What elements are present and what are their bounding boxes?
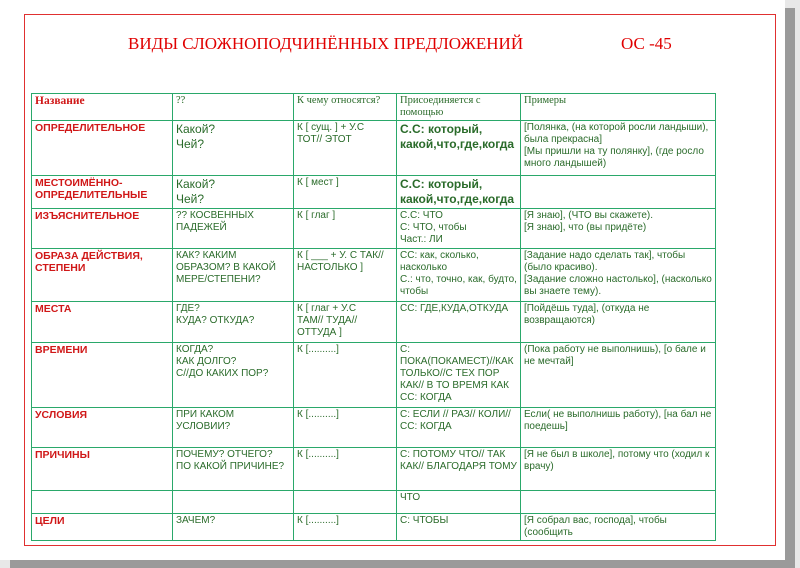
question-cell — [173, 176, 294, 209]
joins-cell — [397, 302, 521, 343]
examples-cell — [521, 209, 716, 249]
joins-cell — [397, 121, 521, 176]
type-name-cell: ЦЕЛИ — [32, 514, 173, 541]
joins-line: С: ЕСЛИ // РАЗ// КОЛИ// — [400, 409, 511, 420]
relates-line: К [ ___ + У. С ТАК// НАСТОЛЬКО ] — [297, 250, 384, 273]
table-row — [32, 176, 716, 209]
question-cell — [173, 209, 294, 249]
examples-cell — [521, 408, 716, 448]
table-row — [32, 302, 716, 343]
question-line: КОГДА? — [176, 344, 214, 355]
examples-cell — [521, 491, 716, 514]
table-row — [32, 343, 716, 408]
joins-line: С.С: который, — [400, 122, 483, 136]
type-name-cell: МЕСТОИМЁННО-ОПРЕДЕЛИТЕЛЬНЫЕ — [32, 176, 173, 209]
header-joins: Присоединяется с помощью — [397, 94, 521, 121]
question-cell — [173, 302, 294, 343]
relates-line: К [ глаг + У.С — [297, 303, 357, 314]
table-row — [32, 448, 716, 491]
relates-line: К [..........] — [297, 344, 339, 355]
header-name: Название — [32, 94, 173, 121]
examples-line: [Я знаю], (ЧТО вы скажете). — [524, 210, 653, 221]
type-name-cell: ИЗЪЯСНИТЕЛЬНОЕ — [32, 209, 173, 249]
table-row — [32, 514, 716, 541]
table-header-row — [32, 94, 716, 121]
relates-cell — [294, 448, 397, 491]
header-question: ?? — [173, 94, 294, 121]
relates-cell — [294, 209, 397, 249]
examples-line: [Я собрал вас, господа], чтобы (сообщить — [524, 515, 667, 538]
relates-line: К [..........] — [297, 449, 339, 460]
joins-line: какой,что,где,когда — [400, 192, 515, 206]
examples-cell — [521, 176, 716, 209]
joins-cell — [397, 448, 521, 491]
examples-cell — [521, 448, 716, 491]
joins-line: С: ПОТОМУ ЧТО// ТАК КАК// БЛАГОДАРЯ ТОМУ — [400, 449, 517, 472]
joins-line: С: ЧТО, чтобы — [400, 222, 467, 233]
examples-line: [Пойдёшь туда], (откуда не возвращаются) — [524, 303, 650, 326]
table-row — [32, 491, 716, 514]
question-cell — [173, 249, 294, 302]
question-line: С//ДО КАКИХ ПОР? — [176, 368, 269, 379]
joins-cell — [397, 408, 521, 448]
question-line: ЗАЧЕМ? — [176, 515, 216, 526]
examples-line: [Задание сложно настолько], (насколько вы знаете тему). — [524, 274, 712, 297]
sentence-types-table — [31, 93, 716, 541]
joins-line: С: — [400, 344, 410, 355]
question-cell — [173, 448, 294, 491]
relates-line: ОТТУДА ] — [297, 327, 342, 338]
relates-line: К [ глаг ] — [297, 210, 336, 221]
question-line: ГДЕ? — [176, 303, 200, 314]
joins-line: СС: ГДЕ,КУДА,ОТКУДА — [400, 303, 509, 314]
examples-line: (Пока работу не выполнишь), [о бале и не мечтай] — [524, 344, 706, 367]
type-name-cell: УСЛОВИЯ — [32, 408, 173, 448]
table-row — [32, 249, 716, 302]
examples-line: [Мы пришли на ту полянку], (где росло много ландышей) — [524, 146, 704, 169]
question-line: КУДА? ОТКУДА? — [176, 315, 255, 326]
joins-line: С: ЧТОБЫ — [400, 515, 449, 526]
relates-line: К [ сущ. ] + У.С — [297, 122, 365, 133]
joins-line: СС: КОГДА — [400, 421, 452, 432]
relates-line: К [..........] — [297, 409, 339, 420]
type-name-cell — [32, 491, 173, 514]
question-line: ПОЧЕМУ? ОТЧЕГО? ПО КАКОЙ ПРИЧИНЕ? — [176, 449, 285, 472]
joins-cell — [397, 491, 521, 514]
document-title: ВИДЫ СЛОЖНОПОДЧИНЁННЫХ ПРЕДЛОЖЕНИЙ — [128, 34, 524, 53]
examples-cell — [521, 514, 716, 541]
relates-cell — [294, 514, 397, 541]
joins-line: С.С: ЧТО — [400, 210, 443, 221]
question-cell — [173, 121, 294, 176]
relates-cell — [294, 249, 397, 302]
question-cell — [173, 514, 294, 541]
examples-line: [Я знаю], что (вы придёте) — [524, 222, 647, 233]
joins-line: ЧТО — [400, 492, 421, 503]
joins-line: СС: КОГДА — [400, 392, 452, 403]
type-name-cell: ОПРЕДЕЛИТЕЛЬНОЕ — [32, 121, 173, 176]
relates-line: ТАМ// ТУДА// — [297, 315, 358, 326]
relates-cell — [294, 176, 397, 209]
header-relates: К чему относятся? — [294, 94, 397, 121]
type-name-cell: ВРЕМЕНИ — [32, 343, 173, 408]
relates-line: К [ мест ] — [297, 177, 339, 188]
question-cell — [173, 408, 294, 448]
examples-cell — [521, 249, 716, 302]
relates-cell — [294, 491, 397, 514]
question-line: Чей? — [176, 192, 205, 206]
joins-line: какой,что,где,когда — [400, 137, 515, 151]
examples-cell — [521, 302, 716, 343]
question-cell — [173, 343, 294, 408]
type-name-cell: ОБРАЗА ДЕЙСТВИЯ, СТЕПЕНИ — [32, 249, 173, 302]
joins-cell — [397, 176, 521, 209]
examples-line: [Задание надо сделать так], чтобы (было красиво). — [524, 250, 686, 273]
document-code: ОС -45 — [621, 34, 672, 53]
joins-cell — [397, 514, 521, 541]
examples-line: [Я не был в школе], потому что (ходил к врачу) — [524, 449, 710, 472]
question-line: ?? КОСВЕННЫХ ПАДЕЖЕЙ — [176, 210, 254, 233]
joins-cell — [397, 343, 521, 408]
relates-cell — [294, 121, 397, 176]
joins-line: ПОКА(ПОКАМЕСТ)//КАК ТОЛЬКО//С ТЕХ ПОР КАК// В ТО ВРЕМЯ КАК — [400, 356, 514, 391]
joins-line: Част.: ЛИ — [400, 234, 443, 245]
question-line: КАК ДОЛГО? — [176, 356, 237, 367]
relates-line: К [..........] — [297, 515, 339, 526]
question-line: Какой? — [176, 122, 216, 136]
question-cell — [173, 491, 294, 514]
joins-line: СС: как, сколько, насколько — [400, 250, 479, 273]
question-line: ПРИ КАКОМ УСЛОВИИ? — [176, 409, 235, 432]
joins-cell — [397, 249, 521, 302]
table-row — [32, 209, 716, 249]
examples-line: Если( не выполнишь работу), [на бал не поедешь] — [524, 409, 712, 432]
type-name-cell: ПРИЧИНЫ — [32, 448, 173, 491]
relates-cell — [294, 343, 397, 408]
examples-cell — [521, 343, 716, 408]
type-name-cell: МЕСТА — [32, 302, 173, 343]
joins-line: С.: что, точно, как, будто, чтобы — [400, 274, 517, 297]
joins-cell — [397, 209, 521, 249]
joins-line: С.С: который, — [400, 177, 483, 191]
relates-cell — [294, 302, 397, 343]
table-row — [32, 121, 716, 176]
relates-line: ТОТ// ЭТОТ — [297, 134, 352, 145]
question-line: КАК? КАКИМ ОБРАЗОМ? В КАКОЙ МЕРЕ/СТЕПЕНИ? — [176, 250, 276, 285]
question-line: Чей? — [176, 137, 205, 151]
examples-line: [Полянка, (на которой росли ландыши), была прекрасна] — [524, 122, 709, 145]
relates-cell — [294, 408, 397, 448]
question-line: Какой? — [176, 177, 216, 191]
header-examples: Примеры — [521, 94, 716, 121]
table-row — [32, 408, 716, 448]
examples-cell — [521, 121, 716, 176]
